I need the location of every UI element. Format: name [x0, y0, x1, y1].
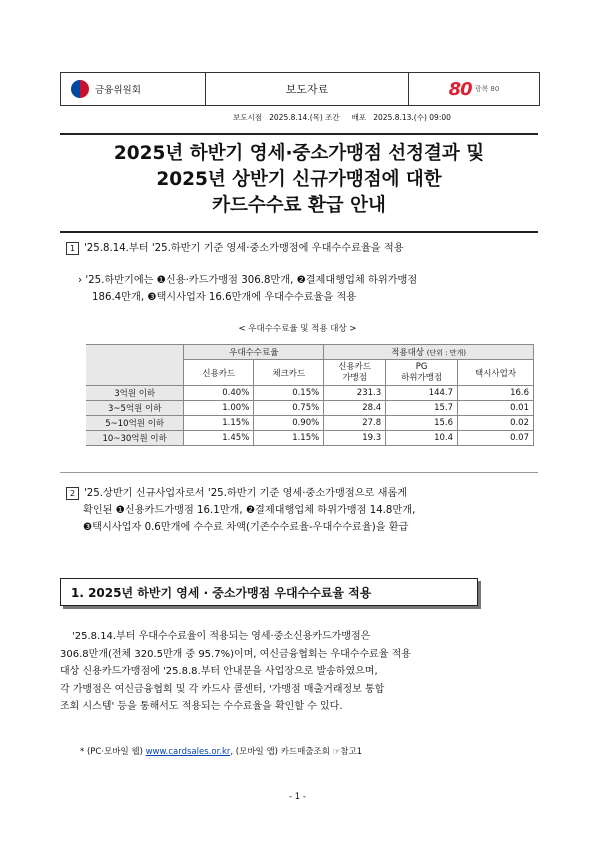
- band-cell: 3억원 이하: [86, 386, 184, 401]
- bullet-line-a: '25.하반기에는 ❶신용·카드가맹점 306.8만개, ❷결제대행업체 하위가맹점: [85, 275, 418, 286]
- footnote-prefix: * (PC·모바일 웹): [80, 747, 143, 757]
- item-number-box: 2: [66, 487, 79, 500]
- body-line-1: '25.8.14.부터 우대수수료율이 적용되는 영세·중소신용카드가맹점은: [72, 631, 371, 642]
- col-header-merchants: 신용카드 가맹점: [324, 360, 386, 386]
- col-header-check: 체크카드: [254, 360, 324, 386]
- taxi-cell: 16.6: [458, 386, 534, 401]
- dist-label: 배포: [351, 113, 367, 122]
- merchants-cell: 231.3: [324, 386, 386, 401]
- release-dates: [233, 112, 451, 123]
- cardsales-link[interactable]: www.cardsales.or.kr: [145, 747, 231, 757]
- rates-table: [86, 344, 534, 446]
- logo-number: 80: [448, 78, 472, 100]
- pg-cell: 15.6: [386, 416, 458, 431]
- table-row: [86, 416, 534, 431]
- title-line-2: 2025년 상반기 신규가맹점에 대한: [156, 169, 442, 190]
- summary-item-2-line-c: ❸택시사업자 0.6만개에 수수료 차액(기존수수료율-우대수수료율)을 환급: [83, 522, 409, 533]
- group-header-targets-label: 적용대상: [391, 348, 425, 358]
- summary-item-1: [66, 240, 536, 257]
- title-line-3: 카드수수료 환급 안내: [212, 195, 386, 216]
- col-header-pg: PG 하위가맹점: [386, 360, 458, 386]
- table-row: [86, 401, 534, 416]
- credit-rate-cell: 1.15%: [184, 416, 254, 431]
- dist-value: 2025.8.13.(수) 09:00: [373, 113, 451, 122]
- band-cell: 10~30억원 이하: [86, 431, 184, 446]
- header-box: [60, 72, 540, 106]
- summary-item-1-text: '25.8.14.부터 '25.하반기 기준 영세·중소가맹점에 우대수수료율을 적용: [84, 243, 404, 254]
- body-line-3: 대상 신용카드가맹점에 '25.8.8.부터 안내문을 사업장으로 발송하였으며,: [60, 666, 378, 677]
- pg-cell: 15.7: [386, 401, 458, 416]
- section-heading: 1. 2025년 하반기 영세 · 중소가맹점 우대수수료율 적용: [60, 578, 478, 606]
- check-rate-cell: 0.90%: [254, 416, 324, 431]
- embargo-value: 2025.8.14.(목) 조간: [269, 113, 340, 122]
- footnote: [80, 745, 362, 757]
- col-header-taxi: 택시사업자: [458, 360, 534, 386]
- body-line-2: 306.8만개(전체 320.5만개 중 95.7%)이며, 여신금융협회는 우대수수료율 적용: [60, 648, 411, 660]
- taxi-cell: 0.07: [458, 431, 534, 446]
- org-name: 금융위원회: [95, 85, 141, 96]
- merchants-cell: 27.8: [324, 416, 386, 431]
- table-row: [86, 431, 534, 446]
- summary-item-2: [66, 485, 541, 536]
- bullet-line-b: 186.4만개, ❸택시사업자 16.6만개에 우대수수료율을 적용: [92, 292, 357, 303]
- summary-item-2-line-b: 확인된 ❶신용카드가맹점 16.1만개, ❷결제대행업체 하위가맹점 14.8만개,: [83, 505, 416, 516]
- body-line-4: 각 가맹점은 여신금융협회 및 각 카드사 콜센터, '가맹점 매출거래정보 통합: [60, 683, 385, 695]
- credit-rate-cell: 1.45%: [184, 431, 254, 446]
- col-header-credit: 신용카드: [184, 360, 254, 386]
- section-body: [60, 628, 538, 716]
- logo-text: 광복 80: [474, 85, 500, 93]
- doc-type: 보도자료: [206, 73, 409, 105]
- pg-cell: 10.4: [386, 431, 458, 446]
- merchants-cell: 19.3: [324, 431, 386, 446]
- item-number-box: 1: [66, 242, 79, 255]
- taxi-cell: 0.02: [458, 416, 534, 431]
- page-number: - 1 -: [289, 792, 306, 802]
- band-cell: 5~10억원 이하: [86, 416, 184, 431]
- credit-rate-cell: 0.40%: [184, 386, 254, 401]
- anniversary-logo: [409, 73, 539, 105]
- summary-bullet-1: › '25.하반기에는 ❶신용·카드가맹점 306.8만개, ❷결제대행업체 하위가맹점 186.4만개, ❸택시사업자 16.6만개에 우대수수료율을 적용: [78, 272, 538, 306]
- merchants-cell: 28.4: [324, 401, 386, 416]
- footnote-suffix: , (모바일 앱) 카드매출조회 ☞참고1: [230, 747, 363, 757]
- taxi-cell: 0.01: [458, 401, 534, 416]
- pg-cell: 144.7: [386, 386, 458, 401]
- group-header-rates: 우대수수료율: [184, 345, 324, 360]
- table-caption: < 우대수수료율 및 적용 대상 >: [238, 324, 357, 334]
- table-row: [86, 386, 534, 401]
- credit-rate-cell: 1.00%: [184, 401, 254, 416]
- check-rate-cell: 0.15%: [254, 386, 324, 401]
- summary-item-2-line-a: '25.상반기 신규사업자로서 '25.하반기 기준 영세·중소가맹점으로 새롭게: [84, 488, 408, 499]
- check-rate-cell: 0.75%: [254, 401, 324, 416]
- band-cell: 3~5억원 이하: [86, 401, 184, 416]
- divider: [60, 472, 538, 473]
- body-line-5: 조회 시스템' 등을 통해서도 적용되는 수수료율을 확인할 수 있다.: [60, 701, 343, 712]
- government-emblem-icon: [71, 80, 89, 98]
- unit-label: (단위 : 만개): [426, 349, 467, 357]
- title-line-1: 2025년 하반기 영세·중소가맹점 선정결과 및: [113, 143, 485, 164]
- group-header-targets: [324, 345, 534, 360]
- embargo-label: 보도시점: [233, 113, 262, 122]
- page-title: [60, 133, 538, 233]
- check-rate-cell: 1.15%: [254, 431, 324, 446]
- org-cell: [61, 73, 206, 105]
- band-header-cell: [86, 345, 184, 386]
